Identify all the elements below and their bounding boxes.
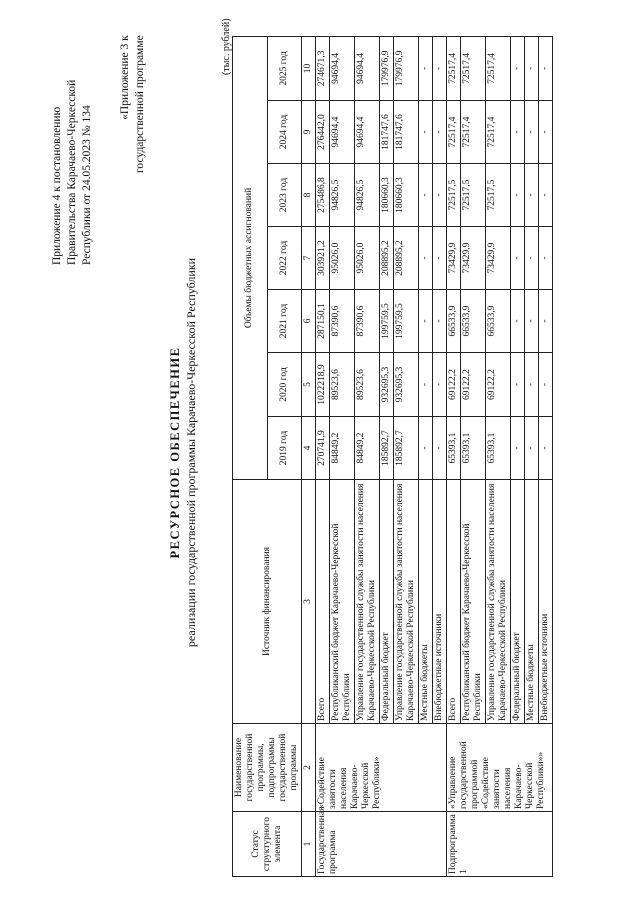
value-cell: - (419, 101, 433, 164)
value-cell: 72517,4 (447, 101, 461, 164)
column-number: 9 (302, 101, 316, 164)
column-number: 1 (302, 812, 316, 877)
value-cell: 199759,5 (394, 290, 419, 353)
source-cell: Всего (447, 480, 461, 724)
value-cell: 72517,4 (486, 36, 511, 100)
value-cell: - (539, 164, 553, 227)
value-cell: 303921,2 (316, 227, 330, 290)
value-cell: - (525, 417, 539, 480)
value-cell: 94826,5 (355, 164, 380, 227)
value-cell: 94694,4 (330, 36, 355, 100)
value-cell: 73429,9 (486, 227, 511, 290)
value-cell: - (511, 417, 525, 480)
source-cell: Внебюджетные источники (433, 480, 447, 724)
value-cell: 185892,7 (380, 417, 394, 480)
value-cell: 87390,6 (355, 290, 380, 353)
value-cell: 72517,4 (486, 101, 511, 164)
value-cell: 69122,2 (447, 353, 461, 417)
value-cell: 181747,6 (394, 101, 419, 164)
units-label: (тыс. рублей) (221, 18, 232, 75)
value-cell: - (419, 417, 433, 480)
source-cell: Республиканский бюджет Карачаево-Черкесской Республики (461, 480, 486, 724)
value-cell: - (433, 101, 447, 164)
value-cell: 275486,8 (316, 164, 330, 227)
note-line: Республики от 24.05.2023 № 134 (81, 105, 93, 265)
value-cell: 84849,2 (330, 417, 355, 480)
page-subtitle: реализации государственной программы Карачаево-Черкесской Республики (184, 257, 198, 648)
value-cell: 270741,9 (316, 417, 330, 480)
value-cell: 199759,5 (380, 290, 394, 353)
value-cell: 94694,4 (330, 101, 355, 164)
value-cell: - (511, 101, 525, 164)
source-cell: Управление государственной службы занятости населения Карачаево-Черкесской Республики (394, 480, 419, 724)
program-name-cell: «Управление государственной программой «Содействие занятости населения Карачаево-Черкесской Республики»» (447, 724, 553, 812)
value-cell: 94694,4 (355, 36, 380, 100)
value-cell: - (419, 227, 433, 290)
column-number: 2 (302, 724, 316, 812)
year-header: 2019 год (267, 417, 302, 480)
value-cell: 95026,0 (330, 227, 355, 290)
value-cell: 95026,0 (355, 227, 380, 290)
year-header: 2021 год (267, 290, 302, 353)
value-cell: 179976,9 (394, 36, 419, 100)
value-cell: 1022218,9 (316, 353, 330, 417)
value-cell: - (539, 353, 553, 417)
value-cell: - (433, 164, 447, 227)
column-number: 6 (302, 290, 316, 353)
source-cell: Внебюджетные источники (539, 480, 553, 724)
value-cell: - (511, 227, 525, 290)
value-cell: - (525, 290, 539, 353)
value-cell: 84849,2 (355, 417, 380, 480)
value-cell: - (433, 36, 447, 100)
year-header: 2025 год (267, 36, 302, 100)
page-title: РЕСУРСНОЕ ОБЕСПЕЧЕНИЕ (168, 346, 182, 559)
value-cell: 287150,1 (316, 290, 330, 353)
value-cell: 208895,2 (394, 227, 419, 290)
value-cell: - (511, 36, 525, 100)
decree-note (50, 80, 95, 265)
appendix-note (118, 35, 148, 173)
value-cell: 66533,9 (447, 290, 461, 353)
value-cell: 66533,9 (486, 290, 511, 353)
value-cell: 932695,3 (380, 353, 394, 417)
source-cell: Федеральный бюджет (380, 480, 394, 724)
value-cell: - (419, 290, 433, 353)
value-cell: - (419, 164, 433, 227)
value-cell: 89523,6 (330, 353, 355, 417)
value-cell: 94826,5 (330, 164, 355, 227)
value-cell: 65393,1 (447, 417, 461, 480)
year-header: 2024 год (267, 101, 302, 164)
value-cell: 66533,9 (461, 290, 486, 353)
table-body (316, 36, 553, 876)
value-cell: 208895,2 (380, 227, 394, 290)
appendix-line: «Приложение 3 к (119, 35, 131, 120)
value-cell: 72517,4 (461, 101, 486, 164)
column-number: 7 (302, 227, 316, 290)
value-cell: - (539, 101, 553, 164)
source-cell: Республиканский бюджет Карачаево-Черкесской Республики (330, 480, 355, 724)
value-cell: - (419, 353, 433, 417)
value-cell: 185892,7 (394, 417, 419, 480)
year-header: 2020 год (267, 353, 302, 417)
year-header: 2023 год (267, 164, 302, 227)
value-cell: 73429,9 (447, 227, 461, 290)
header-name: Наименование государственной программы, подпрограммы государственной программы (233, 724, 302, 812)
value-cell: 89523,6 (355, 353, 380, 417)
value-cell: 94694,4 (355, 101, 380, 164)
value-cell: 181747,6 (380, 101, 394, 164)
status-cell: Государственная программа (316, 812, 447, 877)
value-cell: 274671,3 (316, 36, 330, 100)
value-cell: 180660,3 (394, 164, 419, 227)
value-cell: - (433, 227, 447, 290)
header-source: Источник финансирования (233, 480, 302, 724)
source-cell: Местные бюджеты (525, 480, 539, 724)
value-cell: 180660,3 (380, 164, 394, 227)
value-cell: - (525, 101, 539, 164)
value-cell: - (511, 164, 525, 227)
note-line: Правительства Карачаево-Черкесской (66, 79, 78, 265)
source-cell: Управление государственной службы занятости населения Карачаево-Черкесской Республики (355, 480, 380, 724)
value-cell: 65393,1 (461, 417, 486, 480)
header-status: Статус структурного элемента (233, 812, 302, 877)
header-volumes: Объемы бюджетных ассигнований (233, 36, 268, 479)
year-header: 2022 год (267, 227, 302, 290)
source-cell: Всего (316, 480, 330, 724)
note-line: Приложение 4 к постановлению (51, 106, 63, 265)
value-cell: 72517,4 (447, 36, 461, 100)
value-cell: 73429,9 (461, 227, 486, 290)
value-cell: - (433, 417, 447, 480)
appendix-line: государственной программе (134, 35, 146, 173)
table-row (316, 36, 330, 876)
source-cell: Местные бюджеты (419, 480, 433, 724)
column-number: 10 (302, 36, 316, 100)
column-number-row (302, 36, 316, 876)
status-cell: Подпрограмма 1 (447, 812, 553, 877)
value-cell: - (525, 36, 539, 100)
value-cell: - (525, 227, 539, 290)
value-cell: - (525, 164, 539, 227)
program-name-cell: «Содействие занятости населения Карачаево-Черкесской Республики» (316, 724, 447, 812)
table-row (447, 36, 461, 876)
value-cell: 87390,6 (330, 290, 355, 353)
value-cell: 69122,2 (486, 353, 511, 417)
value-cell: 179976,9 (380, 36, 394, 100)
value-cell: - (539, 290, 553, 353)
column-number: 8 (302, 164, 316, 227)
value-cell: - (433, 290, 447, 353)
column-number: 3 (302, 480, 316, 724)
source-cell: Федеральный бюджет (511, 480, 525, 724)
value-cell: 72517,5 (447, 164, 461, 227)
value-cell: - (511, 353, 525, 417)
value-cell: 72517,5 (486, 164, 511, 227)
value-cell: 65393,1 (486, 417, 511, 480)
column-number: 4 (302, 417, 316, 480)
value-cell: - (511, 290, 525, 353)
value-cell: 932695,3 (394, 353, 419, 417)
resource-table (232, 36, 553, 877)
value-cell: - (419, 36, 433, 100)
value-cell: - (539, 227, 553, 290)
value-cell: 72517,5 (461, 164, 486, 227)
value-cell: - (433, 353, 447, 417)
value-cell: - (539, 36, 553, 100)
source-cell: Управление государственной службы занятости населения Карачаево-Черкесской Республики (486, 480, 511, 724)
value-cell: 72517,4 (461, 36, 486, 100)
value-cell: 69122,2 (461, 353, 486, 417)
value-cell: 276442,0 (316, 101, 330, 164)
value-cell: - (525, 353, 539, 417)
column-number: 5 (302, 353, 316, 417)
value-cell: - (539, 417, 553, 480)
